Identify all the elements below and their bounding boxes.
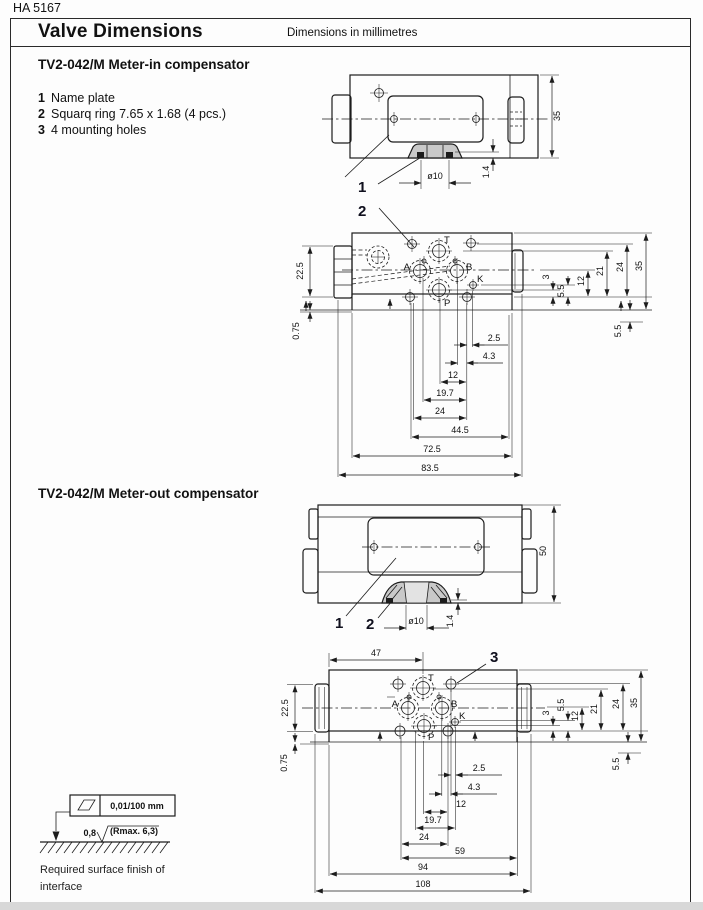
dim: 83.5	[421, 463, 439, 473]
callout-1: 1	[335, 615, 344, 632]
port-label-k: K	[477, 274, 484, 285]
surface-caption-line2: interface	[40, 881, 83, 893]
legend-text: 4 mounting holes	[51, 123, 147, 137]
legend-num: 2	[38, 107, 45, 121]
dim: 5.5	[613, 324, 623, 338]
port-t	[410, 673, 436, 701]
dim: 0.75	[291, 322, 301, 340]
legend-item	[38, 122, 226, 138]
meter-in-port-view	[291, 233, 652, 477]
page-title: Valve Dimensions	[38, 21, 203, 42]
dim: 12	[576, 275, 586, 287]
dim: 5.5	[611, 757, 621, 771]
header-divider	[10, 46, 691, 47]
legend-num: 3	[38, 123, 45, 137]
roughness-value: 0,8	[83, 828, 96, 838]
surface-finish-note	[30, 780, 260, 900]
dim: 2.5	[472, 763, 486, 773]
dim: 24	[434, 406, 446, 416]
page-subtitle: Dimensions in millimetres	[287, 27, 418, 39]
seal-boss	[382, 582, 451, 603]
port-label-a: A	[391, 699, 398, 710]
dim: 12	[447, 370, 459, 380]
port-label-t: T	[444, 235, 450, 246]
callout-2: 2	[358, 203, 367, 220]
legend	[38, 90, 226, 138]
dim-height: 50	[538, 545, 548, 557]
port-p	[411, 713, 437, 743]
dim: 108	[415, 879, 431, 889]
dim: 35	[629, 697, 639, 709]
dim: 5.5	[556, 284, 566, 298]
dim-hole: ø10	[408, 616, 424, 626]
dim: 21	[595, 265, 605, 277]
doc-number: HA 5167	[13, 1, 61, 15]
dim: 24	[418, 832, 430, 842]
dim: 24	[615, 261, 625, 273]
dim: 22.5	[280, 699, 290, 717]
dim: 0.75	[279, 754, 289, 772]
flatness-value: 0,01/100 mm	[110, 801, 164, 811]
dim: 44.5	[451, 425, 469, 435]
legend-text: Squarq ring 7.65 x 1.68 (4 pcs.)	[51, 107, 227, 121]
dim-lip: 1.4	[445, 614, 455, 628]
dim: 12	[455, 799, 467, 809]
port-k	[467, 274, 484, 291]
section-title-meter-in: TV2-042/M Meter-in compensator	[38, 57, 250, 72]
dim: 12	[570, 710, 580, 722]
port-b	[447, 258, 473, 284]
mount-cross	[370, 84, 388, 102]
port-t	[426, 235, 452, 264]
port-label-p: P	[428, 732, 435, 743]
dim: 72.5	[423, 444, 441, 454]
legend-item	[38, 90, 226, 106]
legend-item	[38, 106, 226, 122]
dim-height: 35	[552, 110, 562, 122]
dim: 3	[541, 274, 551, 280]
callout-3: 3	[490, 649, 499, 666]
dim-hole: ø10	[427, 171, 443, 181]
dim-top-width: 47	[370, 648, 382, 658]
legend-num: 1	[38, 91, 45, 105]
dim: 24	[611, 698, 621, 710]
surface-caption-line1: Required surface finish of	[40, 864, 165, 876]
dim: 21	[589, 703, 599, 715]
dim: 59	[454, 846, 466, 856]
port-label-a: A	[403, 262, 410, 273]
dim: 19.7	[436, 388, 454, 398]
dim: 4.3	[482, 351, 496, 361]
dim: 3	[541, 710, 551, 716]
page-edge	[0, 902, 703, 910]
dim-lip: 1.4	[481, 165, 491, 179]
section-title-meter-out: TV2-042/M Meter-out compensator	[38, 486, 259, 501]
port-a	[404, 258, 431, 284]
leader-arrow	[53, 832, 60, 842]
dim: 94	[417, 862, 429, 872]
port-p	[426, 277, 452, 309]
seal-boss	[408, 144, 462, 158]
rmax-value: (Rmax. 6,3)	[110, 826, 159, 836]
dim: 22.5	[295, 262, 305, 280]
callout-1: 1	[358, 179, 367, 196]
port-label-t: T	[428, 673, 434, 684]
meter-out-side-view	[303, 505, 561, 633]
dim: 2.5	[487, 333, 501, 343]
hidden-adjuster	[352, 246, 450, 284]
meter-in-drawing	[270, 52, 690, 490]
meter-in-left-dims	[291, 246, 333, 340]
flatness-frame	[70, 795, 175, 816]
meter-in-side-view	[322, 75, 562, 247]
dim: 5.5	[556, 698, 566, 712]
dim: 19.7	[424, 815, 442, 825]
ground-hatching	[40, 842, 170, 853]
dim: 35	[634, 260, 644, 272]
dim: 4.3	[467, 782, 481, 792]
port-label-b: B	[466, 262, 473, 273]
legend-text: Name plate	[51, 91, 115, 105]
meter-out-port-view	[279, 648, 648, 893]
name-plate	[368, 518, 484, 575]
meter-in-bottom-dims	[338, 278, 522, 477]
port-label-k: K	[459, 711, 466, 722]
meter-out-drawing	[260, 495, 700, 903]
meter-out-left-dims	[279, 685, 313, 772]
callout-2: 2	[366, 616, 375, 633]
port-label-p: P	[444, 298, 451, 309]
flatness-icon	[78, 800, 95, 810]
port-label-b: B	[451, 699, 458, 710]
